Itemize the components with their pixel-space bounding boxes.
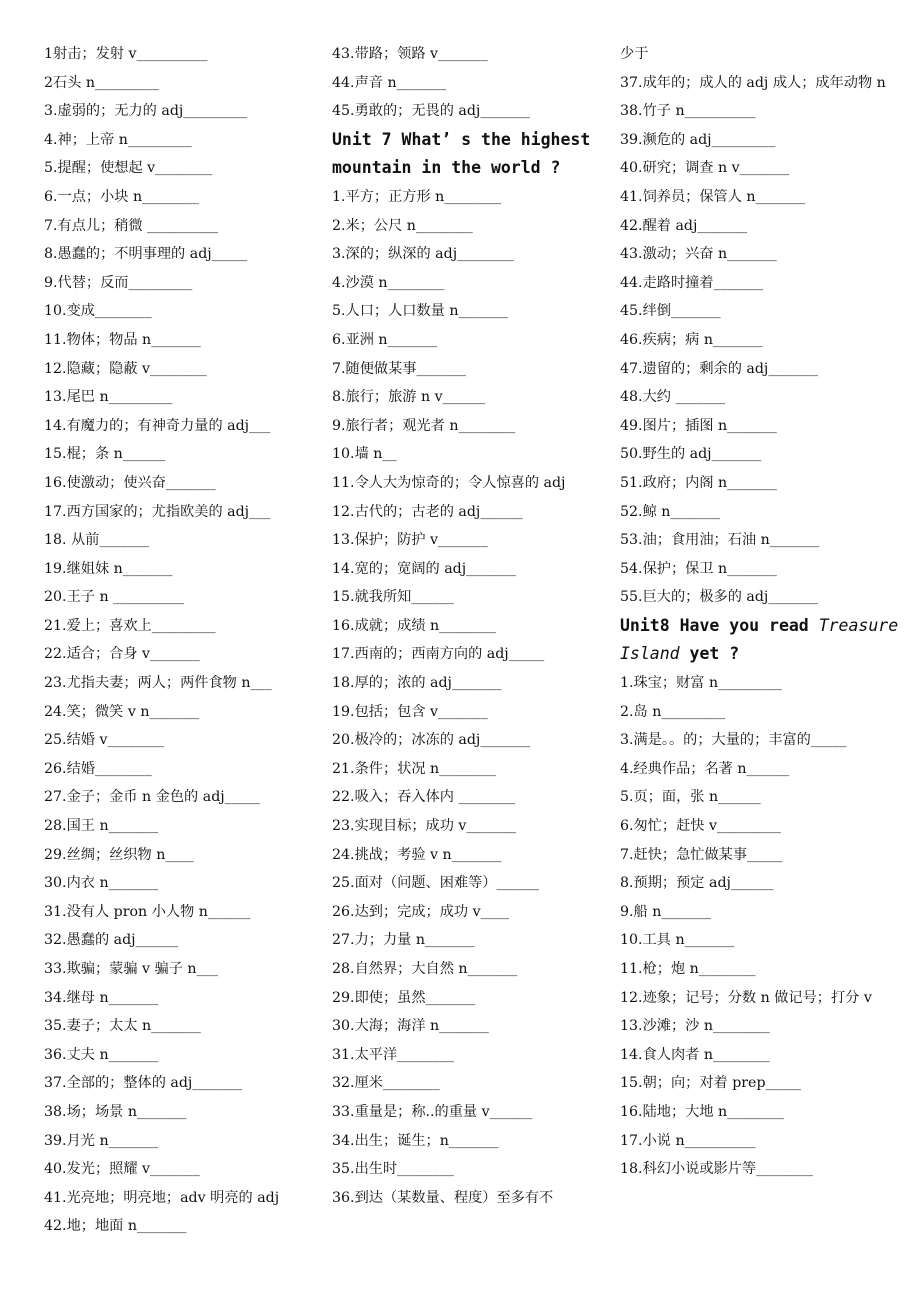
vocab-item: 25.结婚 v________	[44, 732, 165, 749]
vocab-item: 2石头 n_________	[44, 74, 159, 91]
vocab-item: 8.愚蠢的；不明事理的 adj_____	[44, 246, 248, 263]
vocab-item: 6.亚洲 n_______	[332, 331, 438, 348]
vocab-item: 30.内衣 n_______	[44, 875, 159, 892]
vocab-item: 21.条件；状况 n________	[332, 760, 496, 777]
vocab-item: 19.包括；包含 v_______	[332, 703, 488, 720]
vocab-item: 17.西方国家的；尤指欧美的 adj___	[44, 503, 271, 520]
vocab-item: 34.继母 n_______	[44, 989, 159, 1006]
vocab-item: 2.岛 n_________	[620, 703, 726, 720]
column-1	[44, 40, 314, 1241]
vocab-item: 1射击；发射 v__________	[44, 46, 208, 62]
vocab-item: 10.工具 n_______	[620, 932, 735, 949]
vocab-item: 20.王子 n __________	[44, 589, 185, 606]
vocab-item: 2.米；公尺 n________	[332, 217, 473, 234]
vocab-item: 3.虚弱的；无力的 adj_________	[44, 103, 248, 120]
vocab-item: 10.变成________	[44, 303, 152, 320]
vocab-item: 8.旅行；旅游 n v______	[332, 389, 486, 406]
vocab-item: 4.沙漠 n________	[332, 274, 445, 291]
vocab-item: 35.出生时________	[332, 1161, 454, 1178]
vocab-item: 22.适合；合身 v_______	[44, 646, 200, 663]
vocab-item: 31.没有人 pron 小人物 n______	[44, 903, 251, 920]
vocab-item: 13.保护；防护 v_______	[332, 532, 488, 549]
vocab-item: 5.人口；人口数量 n_______	[332, 303, 509, 320]
vocab-item: 31.太平洋________	[332, 1046, 454, 1063]
unit8-heading-title-italic-2: Island	[620, 644, 680, 664]
vocab-item: 39.濒危的 adj_________	[620, 131, 776, 148]
vocab-item: 8.预期；预定 adj______	[620, 875, 774, 892]
vocab-item: 14.宽的；宽阔的 adj_______	[332, 560, 516, 577]
vocab-item: 3.满是。。的；大量的；丰富的_____	[620, 732, 847, 749]
vocab-item: 5.页；面，张 n______	[620, 789, 761, 806]
vocab-item: 36.到达（某数量、程度）至多有不	[332, 1189, 554, 1206]
vocab-item: 17.小说 n__________	[620, 1132, 756, 1149]
vocab-item: 7.赶快；急忙做某事_____	[620, 846, 783, 863]
vocab-item: 40.研究；调查 n v_______	[620, 160, 790, 177]
vocab-item: 46.疾病；病 n_______	[620, 331, 763, 348]
vocab-item: 12.古代的；古老的 adj______	[332, 503, 523, 520]
vocab-item: 32.厘米________	[332, 1075, 440, 1092]
vocab-item: 44.走路时撞着_______	[620, 274, 764, 291]
vocab-item: 26.结婚________	[44, 760, 152, 777]
vocab-item: 16.成就；成绩 n________	[332, 617, 496, 634]
vocab-item: 11.枪；炮 n________	[620, 961, 756, 977]
vocab-item: 41.饲养员；保管人 n_______	[620, 188, 806, 205]
vocab-item: 9.旅行者；观光者 n________	[332, 417, 516, 434]
vocab-item: 19.继姐妹 n_______	[44, 560, 173, 577]
vocab-item: 50.野生的 adj_______	[620, 446, 762, 463]
vocab-item: 42.醒着 adj_______	[620, 217, 748, 234]
vocab-item: 1.平方；正方形 n________	[332, 188, 502, 205]
vocab-item: 41.光亮地；明亮地；adv 明亮的 adj	[44, 1189, 280, 1206]
vocab-item: 30.大海；海洋 n_______	[332, 1018, 489, 1035]
vocab-item: 11.物体；物品 n_______	[44, 331, 201, 348]
vocab-item: 21.爱上；喜欢上_________	[44, 617, 216, 634]
vocab-item: 7.有点儿；稍微 __________	[44, 217, 219, 234]
vocab-item: 26.达到；完成；成功 v____	[332, 903, 509, 920]
vocab-item: 37.成年的；成人的 adj 成人；成年动物 n	[620, 74, 886, 91]
vocab-item: 43.激动；兴奋 n_______	[620, 246, 777, 263]
vocab-item: 12.迹象；记号；分数 n 做记号；打分 v	[620, 989, 872, 1006]
vocab-item: 10.墙 n__	[332, 446, 397, 463]
vocab-item: 54.保护；保卫 n_______	[620, 560, 777, 577]
vocab-item: 44.声音 n_______	[332, 74, 447, 91]
vocab-item: 33.重量是；称..的重量 v______	[332, 1103, 533, 1120]
column-3	[620, 40, 899, 1184]
vocab-item: 5.提醒；使想起 v________	[44, 160, 212, 177]
vocab-item: 15.就我所知______	[332, 589, 454, 606]
vocab-item: 18.科幻小说或影片等________	[620, 1161, 813, 1178]
vocab-item: 39.月光 n_______	[44, 1132, 159, 1149]
vocab-item: 20.极冷的；冰冻的 adj_______	[332, 732, 530, 749]
unit8-heading-title-italic: Treasure	[818, 615, 899, 635]
vocab-item: 15.朝；向；对着 prep_____	[620, 1075, 802, 1092]
vocab-item: 47.遗留的；剩余的 adj_______	[620, 360, 818, 377]
vocab-item: 7.随便做某事_______	[332, 360, 467, 377]
vocab-item: 35.妻子；太太 n_______	[44, 1018, 201, 1035]
vocab-item: 13.沙滩；沙 n________	[620, 1018, 770, 1035]
vocab-item: 49.图片；插图 n_______	[620, 417, 777, 434]
vocab-item: 40.发光；照耀 v_______	[44, 1161, 200, 1178]
unit7-heading-line2: mountain in the world ?	[332, 158, 561, 178]
vocab-item: 4.经典作品；名著 n______	[620, 760, 790, 777]
vocab-item: 6.匆忙；赶快 v_________	[620, 818, 781, 835]
vocab-item: 16.陆地；大地 n________	[620, 1103, 784, 1120]
vocab-item: 24.挑战；考验 v n_______	[332, 846, 502, 863]
vocab-item: 4.神；上帝 n_________	[44, 131, 192, 148]
vocab-item: 14.有魔力的；有神奇力量的 adj___	[44, 417, 271, 434]
vocab-item: 38.场；场景 n_______	[44, 1103, 187, 1120]
vocab-item: 42.地；地面 n_______	[44, 1218, 187, 1235]
vocab-item-continuation: 少于	[620, 46, 649, 62]
vocab-item: 3.深的；纵深的 adj________	[332, 246, 514, 263]
vocab-item: 18. 从前_______	[44, 532, 150, 549]
vocab-item: 23.实现目标；成功 v_______	[332, 818, 517, 835]
vocab-item: 9.代替；反而_________	[44, 274, 193, 291]
vocab-item: 1.珠宝；财富 n_________	[620, 675, 782, 692]
unit8-heading-suffix: yet ?	[679, 644, 740, 664]
vocab-item: 48.大约 _______	[620, 389, 726, 406]
vocab-item: 43.带路；领路 v_______	[332, 46, 488, 62]
vocab-item: 29.丝绸；丝织物 n____	[44, 846, 194, 863]
vocab-item: 53.油；食用油；石油 n_______	[620, 532, 820, 549]
vocab-item: 33.欺骗；蒙骗 v 骗子 n___	[44, 961, 218, 977]
vocab-item: 55.巨大的；极多的 adj_______	[620, 589, 818, 606]
vocab-item: 27.力；力量 n_______	[332, 932, 475, 949]
vocab-item: 18.厚的；浓的 adj_______	[332, 675, 502, 692]
unit8-heading-prefix: Unit8 Have you read	[620, 615, 819, 635]
unit8-heading-line2	[620, 640, 888, 669]
vocab-item: 14.食人肉者 n________	[620, 1046, 770, 1063]
vocab-item: 16.使激动；使兴奋_______	[44, 474, 216, 491]
vocab-item: 25.面对（问题、困难等）______	[332, 875, 540, 892]
vocab-item: 28.国王 n_______	[44, 818, 159, 835]
vocab-item: 52.鲸 n_______	[620, 503, 721, 520]
unit7-heading-line1: Unit 7 What’ s the highest	[332, 129, 591, 149]
vocab-item: 32.愚蠢的 adj______	[44, 932, 179, 949]
column-2	[332, 40, 602, 1212]
vocab-item: 45.绊倒_______	[620, 303, 721, 320]
vocab-item: 36.丈夫 n_______	[44, 1046, 159, 1063]
vocab-item: 34.出生；诞生；n_______	[332, 1132, 499, 1149]
vocab-item: 27.金子；金币 n 金色的 adj_____	[44, 789, 261, 806]
vocab-item: 24.笑；微笑 v n_______	[44, 703, 200, 720]
unit8-heading	[620, 612, 899, 641]
vocab-item: 45.勇敢的；无畏的 adj_______	[332, 103, 530, 120]
vocab-item: 6.一点；小块 n________	[44, 188, 199, 205]
vocab-item: 12.隐藏；隐蔽 v________	[44, 360, 207, 377]
vocab-item: 29.即使；虽然_______	[332, 989, 476, 1006]
vocab-item: 28.自然界；大自然 n_______	[332, 961, 518, 977]
vocab-item: 38.竹子 n__________	[620, 103, 756, 120]
vocab-item: 22.吸入；吞入体内 ________	[332, 789, 516, 806]
vocab-item: 23.尤指夫妻；两人；两件食物 n___	[44, 675, 272, 692]
vocab-item: 11.令人大为惊奇的；令人惊喜的 adj	[332, 474, 566, 491]
vocab-item: 37.全部的；整体的 adj_______	[44, 1075, 242, 1092]
vocab-item: 17.西南的；西南方向的 adj_____	[332, 646, 545, 663]
vocab-item: 9.船 n_______	[620, 903, 712, 920]
vocab-item: 51.政府；内阁 n_______	[620, 474, 777, 491]
vocab-item: 13.尾巴 n_________	[44, 389, 173, 406]
vocab-item: 15.棍；条 n______	[44, 446, 166, 463]
